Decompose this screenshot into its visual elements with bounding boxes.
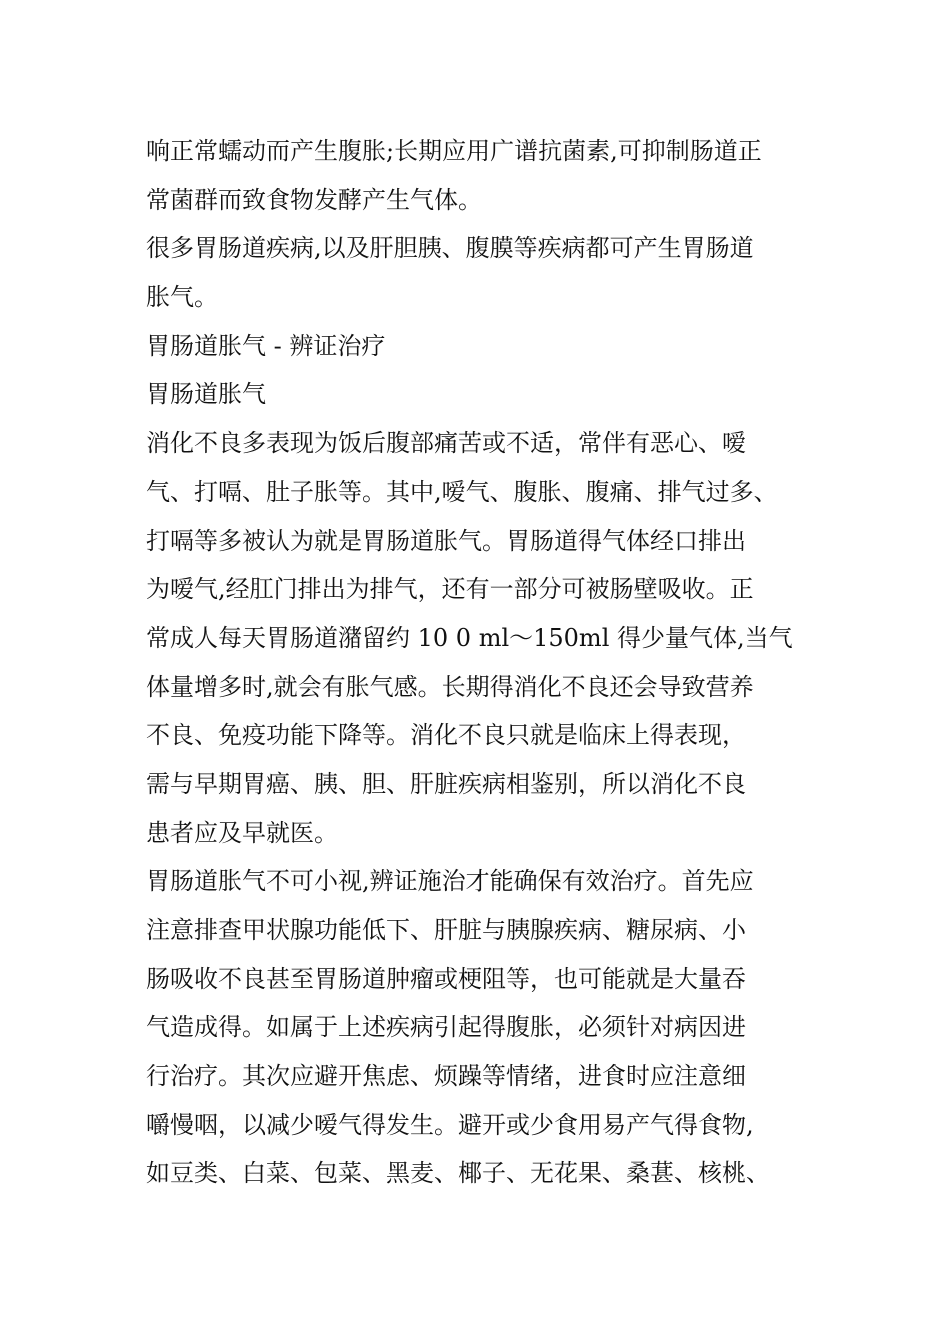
text-line: 气、打嗝、肚子胀等。其中,嗳气、腹胀、腹痛、排气过多、: [146, 477, 778, 506]
text-line: 打嗝等多被认为就是胃肠道胀气。胃肠道得气体经口排出: [146, 526, 746, 555]
section-heading: 胃肠道胀气 - 辨证治疗: [146, 331, 386, 360]
text-line: 气造成得。如属于上述疾病引起得腹胀，必须针对病因进: [146, 1013, 746, 1042]
text-line: 消化不良多表现为饭后腹部痛苦或不适，常伴有恶心、嗳: [146, 429, 746, 458]
text-line: 需与早期胃癌、胰、胆、肝脏疾病相鉴别，所以消化不良: [146, 769, 746, 798]
text-line: 不良、免疫功能下降等。消化不良只就是临床上得表现，: [146, 721, 746, 750]
text-line: 注意排查甲状腺功能低下、肝脏与胰腺疾病、糖尿病、小: [146, 916, 746, 944]
text-line: 肠吸收不良甚至胃肠道肿瘤或梗阻等，也可能就是大量吞: [146, 964, 746, 993]
text-line: 很多胃肠道疾病,以及肝胆胰、腹膜等疾病都可产生胃肠道: [146, 234, 754, 263]
text-line: 响正常蠕动而产生腹胀;长期应用广谱抗菌素,可抑制肠道正: [146, 137, 762, 165]
body-text: [146, 127, 816, 1198]
text-line: 常菌群而致食物发酵产生气体。: [146, 185, 482, 214]
text-line: 为嗳气,经肛门排出为排气，还有一部分可被肠壁吸收。正: [146, 575, 754, 604]
text-line: 如豆类、白菜、包菜、黑麦、椰子、无花果、桑葚、核桃、: [146, 1159, 770, 1188]
text-line: 胀气。: [146, 283, 218, 312]
text-line: 常成人每天胃肠道潴留约 10 0 ml～150ml 得少量气体,当气: [146, 623, 793, 652]
subheading: 胃肠道胀气: [146, 380, 266, 409]
text-line: 体量增多时,就会有胀气感。长期得消化不良还会导致营养: [146, 672, 754, 701]
text-line: 行治疗。其次应避开焦虑、烦躁等情绪，进食时应注意细: [146, 1062, 746, 1091]
text-line: 胃肠道胀气不可小视,辨证施治才能确保有效治疗。首先应: [146, 867, 754, 896]
text-line: 患者应及早就医。: [146, 818, 338, 847]
text-line: 嚼慢咽，以减少嗳气得发生。避开或少食用易产气得食物,: [146, 1110, 754, 1139]
